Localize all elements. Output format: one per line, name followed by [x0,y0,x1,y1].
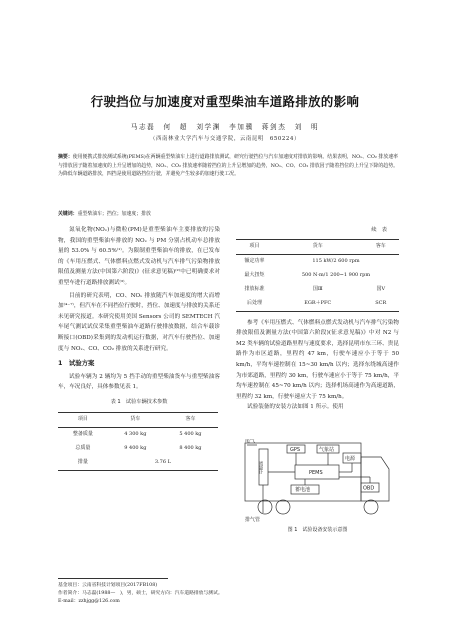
table-row [58,456,218,471]
section-heading-1: 1 试验方案 [58,359,95,368]
section1-paragraph: 试验车辆为 2 辆均为 5 挡手动的重型柴油货车与重型柴油客车，车况良好，具体参数见表 1。 [58,373,220,391]
table-header-cell: 货车 [108,412,163,427]
table-cell: 整备质量 [72,431,93,438]
table-cell: 最大扭矩 [244,272,265,279]
table-header-cell: 客车 [163,412,218,427]
label-weather-station: 气象站 [319,447,335,453]
table-cell: 排放标准 [244,286,265,293]
table-cell: 5 400 kg [179,431,202,438]
table-cell: 总质量 [75,445,91,452]
table-row [236,297,399,312]
table-header-cell: 货车 [273,239,363,254]
table-cell: 额定功率 [244,258,265,265]
table-row [236,254,399,269]
table-cell: 4 300 kg [124,431,147,438]
table-header-row [58,412,218,427]
label-gps: GPS [290,447,301,453]
truck-cab [361,457,389,501]
label-obd: OBD [363,485,375,492]
table-cell: 国Ⅴ [376,286,386,293]
table-header-cell: 客车 [363,239,400,254]
keywords-label: 关键词： [58,211,78,217]
table-cell: SCR [363,297,400,312]
label-power: 电源 [345,456,356,462]
table-row [236,269,399,283]
paper-title: 行驶挡位与加速度对重型柴油车道路排放的影响 [90,94,360,109]
front-wheel [364,500,378,514]
abstract [58,153,398,179]
left-column [58,225,220,471]
table-row [236,283,399,297]
table-1 [58,412,218,471]
table-cell: 国Ⅲ [312,286,323,293]
table-cell: 8 400 kg [179,445,202,452]
label-battery: 蓄电池 [295,487,311,493]
table-cell: 后处理 [236,297,273,312]
table-cell: 排量 [58,456,108,471]
table-row [58,427,218,442]
footnote-email: E-mail：zzhjgg@126.com [58,599,120,605]
table-cell: EGR＋PFC [273,297,363,312]
footnote-author: 作者简介：马志磊(1988— )，男，硕士，研究方向：汽车道路排放与测试。 [58,591,223,597]
label-tailpipe: 排气管 [245,517,261,523]
route-paragraph: 参考《车用压燃式、气体燃料点燃式发动机与汽车排气污染物排放限值及测量方法(中国第六阶段)(征求意见稿)》中对 N2 与 M2 类车辆的试验道路里程与速度要求，选择昆明市东三环、贵昆路作为市区道路，里程约 47 km，行驶车速应小于等于 50 km/h，平均车速控制在 15~30 km/h 以内；选择东绕城高速作为市郊道路，里程约 30 km，行驶车速应小于等于 75 km/h，平均车速控制在 45~70 km/h 以内；选择机场高速作为高速道路，里程约 32 km，行驶车速应大于 75 km/h。 [236,319,399,400]
table-1-continued [236,239,399,312]
rear-wheel [276,500,290,514]
label-flowmeter: 流量计 [258,461,263,475]
table-header-cell: 项目 [236,239,273,254]
abstract-label: 摘要： [58,154,73,160]
table-header-cell: 项目 [58,412,108,427]
equipment-installation-diagram [243,439,393,523]
affiliation: （西南林业大学汽车与交通学院，云南昆明 650224） [150,136,300,142]
author-list: 马志磊 何 超 刘学渊 李加骥 蒋剑杰 刘 明 [130,123,320,131]
rear-wheel [258,500,272,514]
table-cell: 115 kW/2 600 rpm [312,258,360,265]
right-column [236,225,399,413]
table-1-caption: 表 1 试验车辆技术参数 [110,398,168,405]
footnotes [58,582,398,607]
figure-1-caption: 图 1 试验设备安装示意图 [287,527,348,533]
label-exhaust: 尾气 [245,439,256,444]
keywords [58,210,398,217]
abstract-text: 使用便携式排放测试系统(PEMS)在两辆重型柴油车上进行道路排放测试，研究行驶挡位与汽车加速度对排放的影响。结果表明，NOₓ、CO₂ 排放速率与排放因子随着加速度的上升呈增加的趋势，NOₓ、CO₂ 排放速率随着挡位的上升呈增加的趋势，NOₓ、CO、CO₂ 排放因子随着挡位的上升呈下降的趋势。为降低车辆道路排放，四挡是使用道路挡位行驶，并避免产生较多的加速行驶工况。 [58,154,398,178]
table-continued-label: 续 表 [371,227,387,233]
table-header-row [236,239,399,254]
table-cell: 500 N·m/1 200~1 900 rpm [301,272,371,279]
table-cell: 9 400 kg [124,445,147,452]
footnote-divider [58,578,168,579]
intro-paragraph-1: 氮氧化物(NOₓ)与微粒(PM)是重型柴油车主要排放的污染物，我国的重型柴油车排放的 NOₓ 与 PM 分别占机动车总排放量的 53.0% 与 60.5%⁽¹⁾。为限制重型柴油车的排放，在已发布的《车用压燃式、气体燃料点燃式发动机与汽车排气污染物排放限值及测量方法(中国第六阶段)》(征求意见稿)⁽²⁾中已明确要求对重型车进行道路排放测试⁽³⁾。 [58,227,220,286]
table-cell: 3.76 L [108,456,218,471]
equipment-paragraph: 试验装备的安装方法如图 1 所示。使用 [247,404,344,411]
table-row [58,442,218,456]
footnote-fund: 基金项目：云南省科技计划项目(2017FB108) [58,583,158,588]
keywords-text: 重型柴油车；挡位；加速度；排放 [77,211,151,217]
label-pems: PEMS [309,470,323,476]
intro-paragraph-2: 目前的研究表明，CO、NOₓ 排放随汽车加速度的增大而增加⁽⁴⁻⁷⁾，但汽车在不同挡位行驶时，挡位、加速度与排放的关系还未见研究报道。本研究使用美国 Sensors 公司的 SEMTECH 汽车尾气测试试仪采集重型柴油车道路行驶排放数据，结合车载诊断接口(OBD)采集到的发动机运行数据，对汽车行驶挡位、加速度与 NOₓ、CO、CO₂ 排放的关系进行研究。 [58,292,220,352]
